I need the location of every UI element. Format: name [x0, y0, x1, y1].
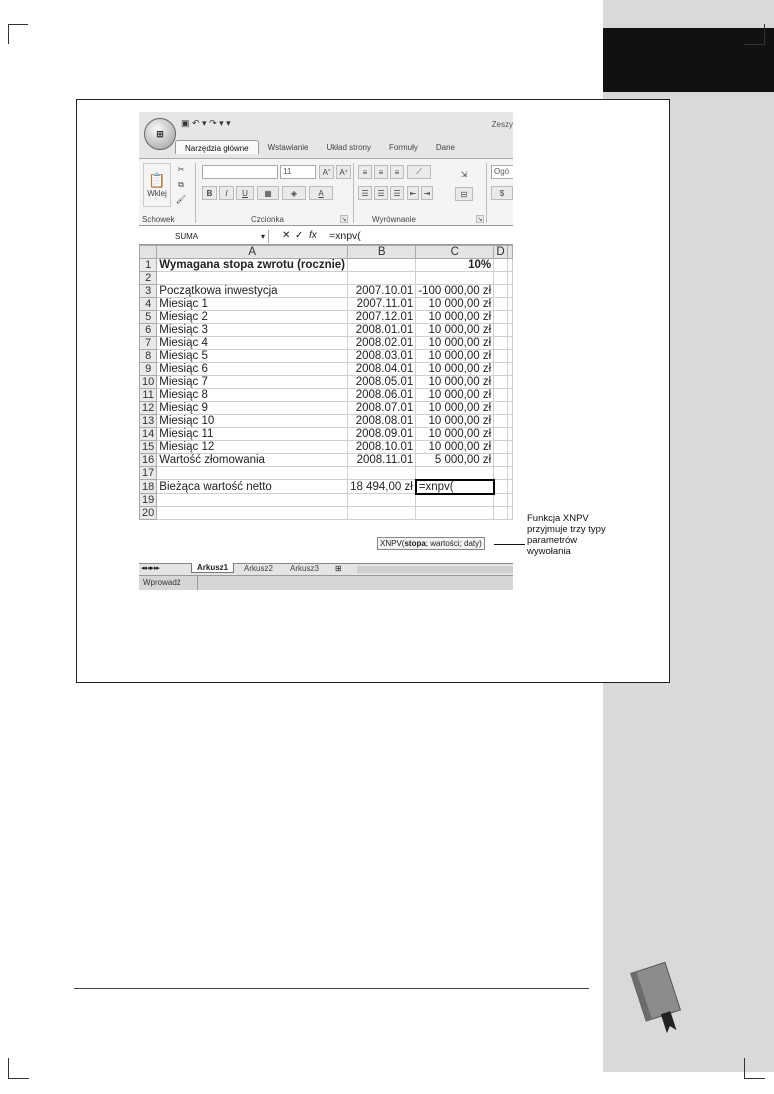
cell-a[interactable]: Miesiąc 10	[157, 415, 348, 428]
row-header[interactable]: 9	[140, 363, 157, 376]
table-row	[140, 467, 513, 480]
callout-note: Funkcja XNPV przyjmuje trzy typy parametrów wywołania	[527, 513, 606, 557]
brush-icon: 🖌	[175, 195, 187, 204]
name-box[interactable]	[139, 230, 269, 243]
align-right-button[interactable]	[390, 186, 404, 200]
cell-c[interactable]: 10 000,00 zł	[416, 298, 494, 311]
font-dialog-launcher[interactable]	[340, 215, 348, 223]
group-label-alignment: Wyrównanie	[372, 215, 416, 224]
qat-icons[interactable]: ▣ ↶ ▾ ↷ ▾ ▾	[181, 118, 231, 128]
cell-e[interactable]	[507, 259, 512, 272]
tab-insert[interactable]: Wstawianie	[267, 143, 309, 152]
table-row	[140, 298, 513, 311]
table-row	[140, 494, 513, 507]
sheet-tab-3[interactable]: Arkusz3	[290, 564, 319, 573]
cell-b[interactable]: 2008.05.01	[348, 376, 416, 389]
table-row	[140, 285, 513, 298]
cell-d[interactable]	[494, 363, 508, 376]
font-name-box[interactable]	[202, 165, 278, 179]
border-icon: ▦	[264, 188, 272, 198]
fill-color-button[interactable]	[282, 186, 306, 200]
cell-b[interactable]	[348, 494, 416, 507]
cell-c[interactable]: -100 000,00 zł	[416, 285, 494, 298]
cancel-icon[interactable]: ✕	[282, 230, 291, 241]
title-area	[139, 112, 513, 160]
cell-c[interactable]: 10 000,00 zł	[416, 402, 494, 415]
tooltip-remaining-arguments: ; wartości; daty)	[425, 539, 482, 548]
cell-a[interactable]: Wymagana stopa zwrotu (rocznie)	[157, 259, 348, 272]
row-header[interactable]: 20	[140, 507, 157, 520]
row-header[interactable]: 5	[140, 311, 157, 324]
align-bottom-icon: ≡	[394, 167, 400, 177]
footer-rule	[74, 988, 589, 989]
insert-function-icon[interactable]: fx	[309, 230, 317, 241]
column-header-c[interactable]: C	[416, 246, 494, 259]
cell-d[interactable]	[494, 494, 508, 507]
cell-b[interactable]	[348, 507, 416, 520]
cell-c[interactable]: 10%	[416, 259, 494, 272]
cell-e[interactable]	[507, 480, 512, 494]
tooltip-current-argument: stopa	[404, 539, 426, 548]
borders-button[interactable]	[257, 186, 279, 200]
cell-c[interactable]	[416, 494, 494, 507]
cell-b[interactable]: 2008.09.01	[348, 428, 416, 441]
table-row	[140, 324, 513, 337]
italic-button[interactable]: I	[219, 186, 234, 200]
crop-mark-top-left	[8, 24, 9, 44]
align-left-button[interactable]	[358, 186, 372, 200]
cell-b[interactable]: 2008.01.01	[348, 324, 416, 337]
cell-e[interactable]	[507, 272, 512, 285]
cell-a[interactable]: Miesiąc 9	[157, 402, 348, 415]
sheet-tab-1[interactable]: Arkusz1	[191, 563, 234, 573]
cell-c[interactable]: 10 000,00 zł	[416, 324, 494, 337]
align-middle-icon: ≡	[378, 167, 384, 177]
align-bottom-button[interactable]	[390, 165, 404, 179]
align-top-button[interactable]	[358, 165, 372, 179]
cell-a[interactable]	[157, 272, 348, 285]
cell-e[interactable]	[507, 311, 512, 324]
cell-d[interactable]	[494, 507, 508, 520]
cell-c[interactable]: 10 000,00 zł	[416, 376, 494, 389]
cell-a[interactable]: Początkowa inwestycja	[157, 285, 348, 298]
row-header[interactable]: 17	[140, 467, 157, 480]
tab-page-layout[interactable]: Układ strony	[326, 143, 371, 152]
cell-e[interactable]	[507, 363, 512, 376]
spreadsheet-grid	[139, 245, 513, 520]
callout-leader-line	[494, 544, 525, 545]
table-row	[140, 507, 513, 520]
cell-b[interactable]	[348, 259, 416, 272]
cell-a[interactable]: Miesiąc 12	[157, 441, 348, 454]
row-header[interactable]: 11	[140, 389, 157, 402]
tab-formulas[interactable]: Formuły	[388, 143, 418, 152]
select-all-corner[interactable]	[140, 246, 157, 259]
copy-icon: ⧉	[178, 179, 184, 189]
merge-center-button[interactable]	[455, 187, 473, 201]
column-header-partial[interactable]	[507, 246, 512, 259]
cell-d[interactable]	[494, 402, 508, 415]
table-row	[140, 454, 513, 467]
cell-e[interactable]	[507, 324, 512, 337]
row-header[interactable]: 4	[140, 298, 157, 311]
grow-font-button[interactable]: A ^	[319, 165, 334, 179]
cell-b[interactable]: 2007.11.01	[348, 298, 416, 311]
crop-mark-bottom-left	[8, 1058, 29, 1079]
cell-d[interactable]	[494, 259, 508, 272]
format-painter-button[interactable]	[174, 193, 188, 206]
cell-d[interactable]	[494, 376, 508, 389]
cell-e[interactable]	[507, 494, 512, 507]
launcher-icon: ↘	[477, 216, 483, 223]
font-size-value: 11	[283, 167, 292, 176]
table-row	[140, 259, 513, 272]
crop-mark-bottom-right	[744, 1058, 765, 1079]
cell-d[interactable]	[494, 480, 508, 494]
cell-a[interactable]	[157, 494, 348, 507]
column-header-a[interactable]: A	[157, 246, 348, 259]
crop-mark-top-right	[744, 24, 765, 45]
table-row	[140, 337, 513, 350]
cell-b[interactable]: 2008.02.01	[348, 337, 416, 350]
table-row	[140, 350, 513, 363]
table-row	[140, 415, 513, 428]
cell-d[interactable]	[494, 428, 508, 441]
table-row	[140, 363, 513, 376]
currency-button[interactable]	[491, 186, 513, 200]
row-header[interactable]: 12	[140, 402, 157, 415]
formula-input[interactable]: =xnpv(	[329, 230, 361, 242]
table-row	[140, 311, 513, 324]
table-row	[140, 428, 513, 441]
cell-e[interactable]	[507, 402, 512, 415]
row-header[interactable]: 3	[140, 285, 157, 298]
align-top-icon: ≡	[362, 167, 368, 177]
currency-icon: $	[499, 188, 505, 198]
merge-icon: ⊟	[460, 189, 468, 199]
paste-button[interactable]	[143, 163, 171, 207]
group-separator	[353, 163, 354, 223]
cell-d[interactable]	[494, 389, 508, 402]
orientation-button[interactable]	[407, 165, 431, 179]
align-center-button[interactable]	[374, 186, 388, 200]
cell-a[interactable]: Wartość złomowania	[157, 454, 348, 467]
indent-icon: ⇥	[423, 188, 431, 198]
number-format-box[interactable]	[491, 165, 513, 179]
group-separator	[486, 163, 487, 223]
cell-d[interactable]	[494, 311, 508, 324]
cell-a[interactable]: Miesiąc 1	[157, 298, 348, 311]
quick-access-toolbar[interactable]	[181, 118, 231, 129]
cell-a[interactable]	[157, 467, 348, 480]
align-center-icon: ☰	[377, 188, 385, 198]
clipboard-icon: 📋	[148, 172, 166, 188]
cell-c[interactable]: 10 000,00 zł	[416, 350, 494, 363]
row-header[interactable]: 16	[140, 454, 157, 467]
bold-button[interactable]: B	[202, 186, 217, 200]
group-label-clipboard: Schowek	[142, 215, 175, 224]
cell-d[interactable]	[494, 350, 508, 363]
table-row	[140, 441, 513, 454]
cell-c[interactable]: 5 000,00 zł	[416, 454, 494, 467]
row-header[interactable]: 10	[140, 376, 157, 389]
row-header[interactable]: 6	[140, 324, 157, 337]
cell-c[interactable]: 10 000,00 zł	[416, 311, 494, 324]
shrink-font-button[interactable]: A ˅	[336, 165, 351, 179]
office-logo-icon: ⊞	[156, 128, 164, 139]
office-button[interactable]	[144, 118, 176, 150]
cell-c[interactable]	[416, 467, 494, 480]
cell-d[interactable]	[494, 285, 508, 298]
status-mode: Wprowadź	[143, 578, 181, 587]
decrease-indent-button[interactable]	[407, 186, 419, 200]
cell-a[interactable]: Miesiąc 2	[157, 311, 348, 324]
cell-a[interactable]: Miesiąc 3	[157, 324, 348, 337]
row-header[interactable]: 7	[140, 337, 157, 350]
align-right-icon: ☰	[393, 188, 401, 198]
cell-d[interactable]	[494, 298, 508, 311]
sheet-nav-arrows[interactable]: ◂◂ ◂ ▸ ▸▸	[141, 565, 159, 572]
cell-b[interactable]: 2008.10.01	[348, 441, 416, 454]
row-header[interactable]: 13	[140, 415, 157, 428]
increase-indent-button[interactable]	[421, 186, 433, 200]
cell-d[interactable]	[494, 415, 508, 428]
paste-label: Wklej	[147, 189, 167, 198]
cell-a[interactable]: Miesiąc 8	[157, 389, 348, 402]
row-header[interactable]: 2	[140, 272, 157, 285]
cell-b[interactable]: 2008.11.01	[348, 454, 416, 467]
name-box-value: SUMA	[175, 232, 199, 241]
row-header[interactable]: 1	[140, 259, 157, 272]
number-format-value: Ogó	[494, 167, 510, 176]
cell-b[interactable]: 2008.03.01	[348, 350, 416, 363]
cell-e[interactable]	[507, 337, 512, 350]
crop-mark-top-left-h	[8, 24, 28, 25]
cell-a[interactable]: Miesiąc 7	[157, 376, 348, 389]
table-row	[140, 272, 513, 285]
dropdown-icon[interactable]: ▾	[260, 232, 265, 241]
orientation-icon: ⟋	[416, 167, 422, 176]
cell-c[interactable]: 10 000,00 zł	[416, 428, 494, 441]
cell-b[interactable]: 2008.04.01	[348, 363, 416, 376]
cell-b[interactable]: 18 494,00 zł	[348, 480, 416, 494]
bookmark-icon	[628, 960, 690, 1038]
cell-b[interactable]: 2008.08.01	[348, 415, 416, 428]
table-row	[140, 376, 513, 389]
cell-e[interactable]	[507, 454, 512, 467]
cell-e[interactable]	[507, 507, 512, 520]
row-header[interactable]: 8	[140, 350, 157, 363]
cell-d[interactable]	[494, 467, 508, 480]
cell-c[interactable]: 10 000,00 zł	[416, 389, 494, 402]
cell-b[interactable]	[348, 272, 416, 285]
insert-sheet-icon[interactable]: ⊞	[335, 564, 342, 573]
column-header-d[interactable]: D	[494, 246, 508, 259]
cell-e[interactable]	[507, 415, 512, 428]
cell-c[interactable]: 10 000,00 zł	[416, 415, 494, 428]
wrap-text-button[interactable]	[457, 167, 471, 181]
cell-b[interactable]: 2008.06.01	[348, 389, 416, 402]
active-cell[interactable]: =xnpv(	[416, 480, 494, 494]
cell-e[interactable]	[507, 285, 512, 298]
launcher-icon: ↘	[341, 216, 347, 223]
group-label-font: Czcionka	[251, 215, 284, 224]
cell-e[interactable]	[507, 389, 512, 402]
paint-bucket-icon: ◈	[290, 188, 298, 198]
row-header[interactable]: 14	[140, 428, 157, 441]
ribbon-body	[139, 158, 513, 226]
excel-window	[139, 112, 513, 590]
scissors-icon: ✂	[177, 165, 185, 174]
sheet-tab-bar	[139, 563, 513, 575]
cell-a[interactable]: Bieżąca wartość netto	[157, 480, 348, 494]
cell-c[interactable]: 10 000,00 zł	[416, 363, 494, 376]
table-row	[140, 402, 513, 415]
row-header[interactable]: 15	[140, 441, 157, 454]
cell-e[interactable]	[507, 350, 512, 363]
cell-c[interactable]	[416, 272, 494, 285]
alignment-dialog-launcher[interactable]	[476, 215, 484, 223]
underline-button[interactable]: U	[236, 186, 254, 200]
cell-a[interactable]: Miesiąc 11	[157, 428, 348, 441]
cell-c[interactable]: 10 000,00 zł	[416, 441, 494, 454]
cell-e[interactable]	[507, 298, 512, 311]
outdent-icon: ⇤	[409, 188, 417, 198]
cell-b[interactable]: 2008.07.01	[348, 402, 416, 415]
font-color-icon: A	[318, 188, 324, 198]
status-bar	[139, 575, 513, 590]
cell-a[interactable]: Miesiąc 5	[157, 350, 348, 363]
font-size-box[interactable]	[280, 165, 316, 179]
cut-button[interactable]	[174, 163, 188, 176]
enter-icon[interactable]: ✓	[295, 230, 304, 241]
cell-d[interactable]	[494, 272, 508, 285]
sheet-tab-2[interactable]: Arkusz2	[244, 564, 273, 573]
cell-e[interactable]	[507, 467, 512, 480]
cell-d[interactable]	[494, 337, 508, 350]
cell-c[interactable]: 10 000,00 zł	[416, 337, 494, 350]
cell-e[interactable]	[507, 428, 512, 441]
formula-bar	[139, 230, 513, 245]
row-header[interactable]: 18	[140, 480, 157, 494]
cell-b[interactable]: 2007.10.01	[348, 285, 416, 298]
tooltip-function-name: XNPV(	[380, 539, 405, 548]
row-header[interactable]: 19	[140, 494, 157, 507]
font-color-button[interactable]	[309, 186, 333, 200]
cell-d[interactable]	[494, 454, 508, 467]
copy-button[interactable]	[174, 178, 188, 191]
status-divider	[197, 576, 198, 590]
window-title: Zeszy	[491, 120, 513, 129]
function-tooltip	[377, 537, 485, 550]
cell-d[interactable]	[494, 324, 508, 337]
table-row	[140, 389, 513, 402]
cell-b[interactable]	[348, 467, 416, 480]
ribbon-tabs	[175, 140, 464, 154]
tab-home[interactable]: Narzędzia główne	[175, 140, 259, 154]
cell-a[interactable]	[157, 507, 348, 520]
cell-e[interactable]	[507, 376, 512, 389]
align-middle-button[interactable]	[374, 165, 388, 179]
align-left-icon: ☰	[361, 188, 369, 198]
cell-b[interactable]: 2007.12.01	[348, 311, 416, 324]
wrap-icon: ⇲	[460, 169, 468, 179]
column-header-row	[140, 246, 513, 259]
cell-e[interactable]	[507, 441, 512, 454]
cell-a[interactable]: Miesiąc 4	[157, 337, 348, 350]
horizontal-scrollbar[interactable]	[357, 566, 513, 573]
column-header-b[interactable]: B	[348, 246, 416, 259]
cell-d[interactable]	[494, 441, 508, 454]
cell-a[interactable]: Miesiąc 6	[157, 363, 348, 376]
cell-c[interactable]	[416, 507, 494, 520]
tab-data[interactable]: Dane	[435, 143, 455, 152]
table-row	[140, 480, 513, 494]
group-separator	[195, 163, 196, 223]
